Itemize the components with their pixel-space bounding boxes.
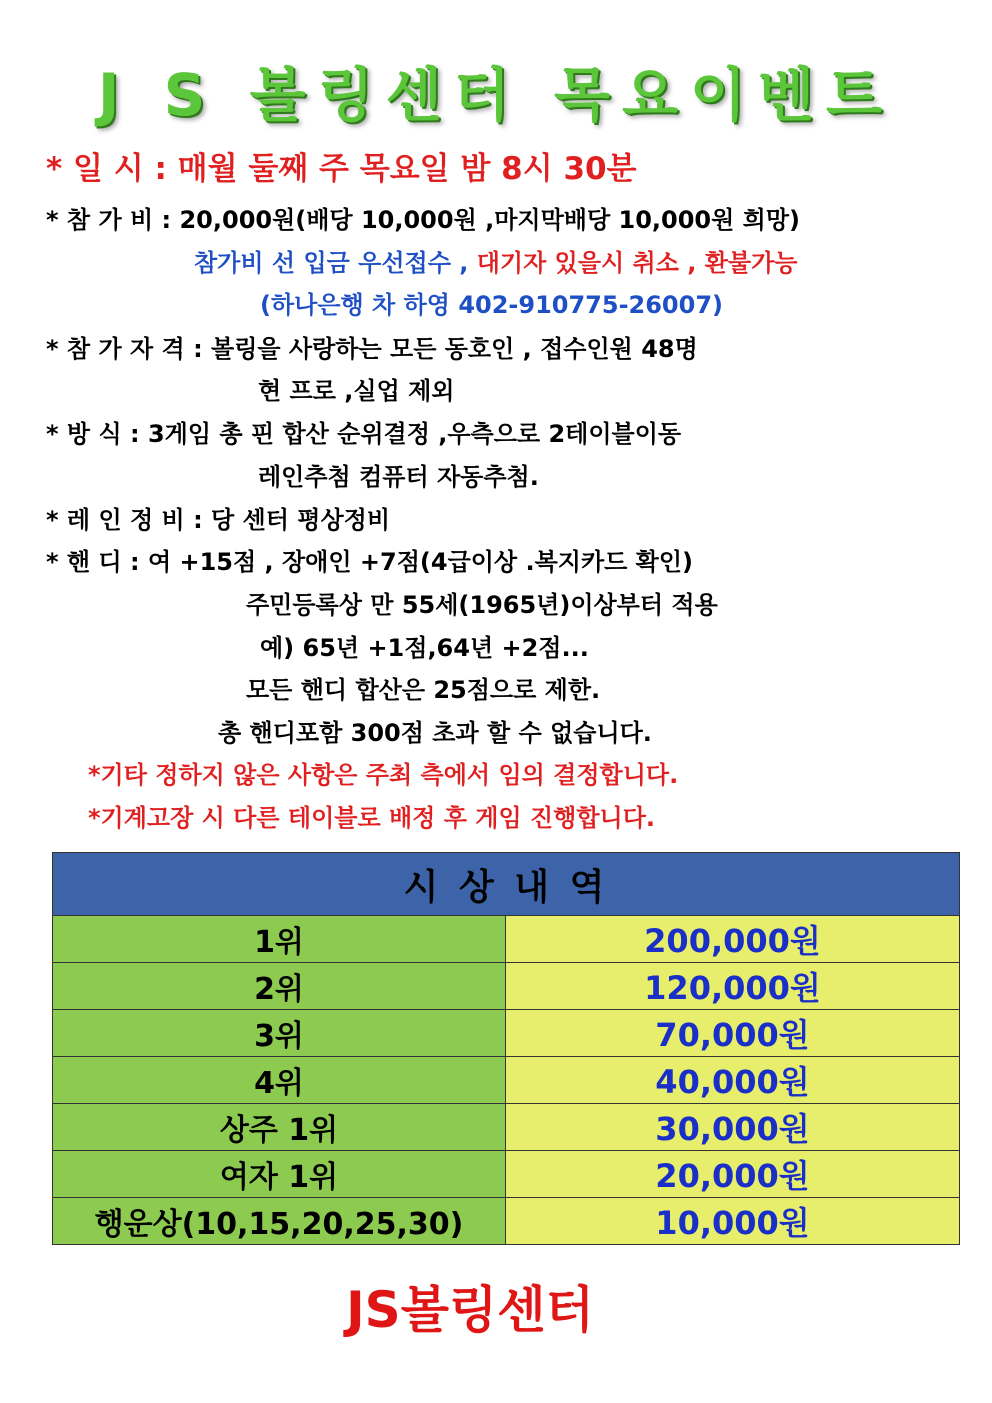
schedule-line: * 일 시 : 매월 둘째 주 목요일 밤 8시 30분 [46,151,637,187]
handicap-line: * 핸 디 : 여 +15점 , 장애인 +7점(4급이상 .복지카드 확인) [46,548,694,576]
fee-note-red: 대기자 있을시 취소 , 환불가능 [476,249,798,277]
table-row [53,1151,960,1198]
fee-note-blue: 참가비 선 입금 우선접수 , [194,249,477,277]
handicap-max: 총 핸디포함 300점 초과 할 수 없습니다. [218,719,652,747]
note-other: *기타 정하지 않은 사항은 주최 측에서 임의 결정합니다. [88,761,679,789]
prize-table [52,852,960,1245]
eligibility-note: 현 프로 ,실업 제외 [258,377,455,405]
handicap-age: 주민등록상 만 55세(1965년)이상부터 적용 [246,591,718,619]
prize-amount: 120,000원 [506,963,960,1010]
table-row [53,1198,960,1245]
fee-line: * 참 가 비 : 20,000원(배당 10,000원 ,마지막배당 10,000원 희망) [46,206,801,234]
prize-rank: 4위 [53,1057,506,1104]
note-machine: *기계고장 시 다른 테이블로 배정 후 게임 진행합니다. [88,804,656,832]
prize-rank: 행운상(10,15,20,25,30) [53,1198,506,1245]
prize-table-header-row [53,853,960,916]
prize-amount: 20,000원 [506,1151,960,1198]
prize-rank: 3위 [53,1010,506,1057]
prize-table-header: 시 상 내 역 [53,853,960,916]
handicap-limit: 모든 핸디 합산은 25점으로 제한. [246,676,601,704]
fee-note [194,248,797,278]
prize-rank: 2위 [53,963,506,1010]
prize-amount: 70,000원 [506,1010,960,1057]
handicap-example: 예) 65년 +1점,64년 +2점... [260,634,589,662]
prize-amount: 200,000원 [506,916,960,963]
table-row [53,916,960,963]
table-row [53,963,960,1010]
eligibility-line: * 참 가 자 격 : 볼링을 사랑하는 모든 동호인 , 접수인원 48명 [46,335,698,363]
method-line: * 방 식 : 3게임 총 핀 합산 순위결정 ,우측으로 2테이블이동 [46,420,682,448]
prize-rank: 여자 1위 [53,1151,506,1198]
page-title: J S 볼링센터 목요이벤트 [97,61,895,129]
bank-account: (하나은행 차 하영 402-910775-26007) [260,291,724,319]
prize-rank: 상주 1위 [53,1104,506,1151]
prize-rank: 1위 [53,916,506,963]
footer-center-name: JS볼링센터 [346,1281,594,1339]
prize-amount: 40,000원 [506,1057,960,1104]
table-row [53,1057,960,1104]
prize-amount: 10,000원 [506,1198,960,1245]
prize-amount: 30,000원 [506,1104,960,1151]
table-row [53,1104,960,1151]
method-note: 레인추첨 컴퓨터 자동추첨. [258,463,539,491]
table-row [53,1010,960,1057]
maintenance-line: * 레 인 정 비 : 당 센터 평상정비 [46,506,391,534]
